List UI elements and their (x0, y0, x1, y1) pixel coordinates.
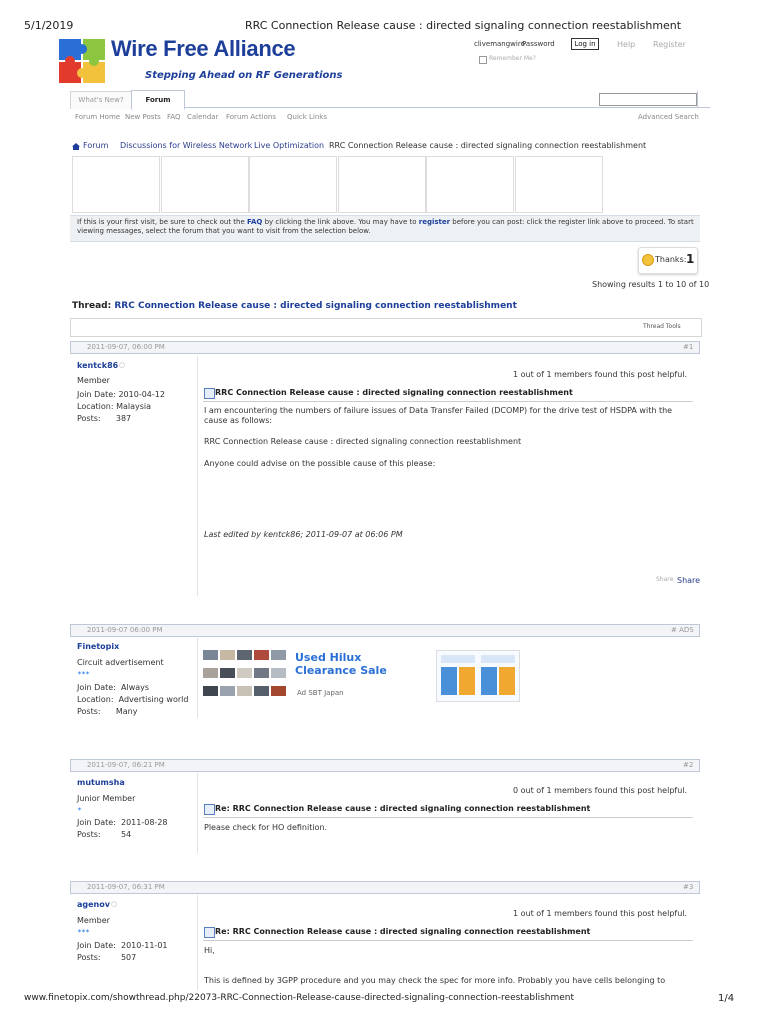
post-date: 2011-09-07, 06:21 PM (87, 761, 165, 769)
post-body: Anyone could advise on the possible cause of this please: (204, 459, 436, 468)
user-info (77, 682, 188, 718)
breadcrumb-forum[interactable]: Forum (83, 141, 109, 150)
breadcrumb-current: RRC Connection Release cause : directed signaling connection reestablishment (329, 141, 647, 150)
notice-part: If this is your first visit, be sure to check out the (77, 218, 247, 226)
thread-prefix: Thread: (72, 301, 112, 311)
help-link[interactable]: Help (617, 40, 636, 49)
post-username[interactable]: mutumsha (77, 778, 125, 787)
ad-chart-image[interactable] (436, 650, 520, 702)
reputation-stars-icon: ✶✶✶ (77, 928, 90, 935)
ad-slot[interactable] (72, 156, 160, 213)
ad-slot[interactable] (426, 156, 514, 213)
search-button[interactable] (697, 91, 711, 107)
search-input[interactable] (599, 93, 697, 106)
user-info (77, 940, 168, 964)
post-icon (204, 804, 215, 815)
print-url: www.finetopix.com/showthread.php/22073-RRC-Connection-Release-cause-directed-signaling-connection-reestablishment (24, 993, 574, 1003)
post-header (70, 624, 700, 637)
post-title-rule (203, 817, 693, 818)
thanks-label: Thanks: (655, 255, 687, 264)
post-divider (197, 638, 198, 718)
post-body: Please check for HO definition. (204, 823, 328, 832)
posts-value: 54 (120, 830, 132, 839)
ad-car-thumbnails[interactable] (203, 650, 290, 698)
thanks-count: 1 (686, 252, 695, 266)
ad-slot[interactable] (161, 156, 249, 213)
user-title: Member (77, 916, 110, 925)
post-body: RRC Connection Release cause : directed signaling connection reestablishment (204, 437, 522, 446)
post-divider (197, 773, 198, 853)
location-value: Advertising world (118, 695, 189, 704)
thread-title (72, 301, 517, 311)
reputation-stars-icon: ✶✶✶ (77, 670, 90, 677)
thanks-smiley-icon (642, 254, 654, 266)
thread-title-link[interactable]: RRC Connection Release cause : directed signaling connection reestablishment (114, 301, 517, 311)
posts-value: 387 (115, 414, 132, 423)
username-field[interactable]: clivemangwiro (474, 40, 525, 48)
join-date-label: Join Date: (77, 390, 116, 399)
faq-link[interactable]: FAQ (247, 218, 263, 226)
join-date-label: Join Date: (77, 941, 116, 950)
post-date: 2011-09-07 06:00 PM (87, 626, 163, 634)
posts-value: Many (115, 707, 138, 716)
puzzle-logo-icon[interactable] (57, 37, 107, 85)
remember-me-checkbox[interactable] (479, 56, 487, 64)
password-field[interactable]: Password (522, 40, 555, 48)
posts-label: Posts: (77, 953, 101, 962)
results-count: Showing results 1 to 10 of 10 (592, 280, 710, 289)
print-date: 5/1/2019 (24, 19, 74, 32)
post-date: 2011-09-07, 06:00 PM (87, 343, 165, 351)
notice-text (77, 218, 697, 236)
helpful-count: 0 out of 1 members found this post helpful. (513, 786, 688, 795)
helpful-count: 1 out of 1 members found this post helpful. (513, 370, 688, 379)
user-title: Junior Member (77, 794, 136, 803)
post-title-rule (203, 940, 693, 941)
offline-status-icon: ○ (119, 361, 126, 369)
user-info (77, 817, 168, 841)
reputation-stars-icon: ✶ (77, 806, 82, 813)
posts-label: Posts: (77, 707, 101, 716)
site-title[interactable]: Wire Free Alliance (111, 36, 296, 61)
join-date-value: 2010-04-12 (118, 390, 165, 399)
post-username[interactable]: Finetopix (77, 642, 120, 651)
post-number[interactable]: #3 (683, 883, 694, 891)
notice-part: before you can post: click the register link above to proceed. To start viewing messages, select the forum that you want to visit from the selection below. (77, 218, 694, 235)
subnav-forum-actions[interactable]: Forum Actions (226, 113, 276, 121)
subnav-forum-home[interactable]: Forum Home (75, 113, 121, 121)
tab-forum[interactable]: Forum (131, 90, 185, 110)
post-date: 2011-09-07, 06:31 PM (87, 883, 165, 891)
post-title: RRC Connection Release cause : directed signaling connection reestablishment (215, 388, 573, 397)
post-username[interactable]: kentck86 (77, 361, 119, 370)
notice-part: by clicking the link above. You may have to (262, 218, 419, 226)
subnav-quick-links[interactable]: Quick Links (287, 113, 328, 121)
post-number: # ADS (671, 626, 694, 634)
post-body: Hi, (204, 946, 215, 955)
location-value: Malaysia (116, 402, 152, 411)
login-button[interactable]: Log in (571, 38, 599, 50)
location-label: Location: (77, 695, 114, 704)
ad-headline-link[interactable]: Used Hilux Clearance Sale (295, 651, 387, 677)
post-number[interactable]: #2 (683, 761, 694, 769)
post-title-rule (203, 401, 693, 402)
posts-label: Posts: (77, 830, 101, 839)
post-number[interactable]: #1 (683, 343, 694, 351)
home-icon[interactable] (72, 143, 80, 150)
post-body: This is defined by 3GPP procedure and you may check the spec for more info. Probably you have cells belonging to (204, 976, 666, 985)
posts-label: Posts: (77, 414, 101, 423)
share-link[interactable]: Share (677, 576, 701, 585)
remember-me-label: Remember Me? (489, 55, 536, 62)
thread-tools-menu[interactable]: Thread Tools (643, 323, 681, 330)
join-date-value: Always (121, 683, 150, 692)
join-date-label: Join Date: (77, 818, 116, 827)
subnav-calendar[interactable]: Calendar (187, 113, 219, 121)
ad-slot[interactable] (338, 156, 426, 213)
helpful-count: 1 out of 1 members found this post helpful. (513, 909, 688, 918)
user-info (77, 389, 165, 425)
user-title: Member (77, 376, 110, 385)
tab-whats-new[interactable]: What's New? (70, 91, 132, 109)
ad-slot[interactable] (249, 156, 337, 213)
join-date-label: Join Date: (77, 683, 116, 692)
advanced-search-link[interactable]: Advanced Search (638, 113, 699, 121)
ad-slot[interactable] (515, 156, 603, 213)
posts-value: 507 (120, 953, 137, 962)
location-label: Location: (77, 402, 114, 411)
thread-tools-bar (70, 318, 702, 337)
post-title: Re: RRC Connection Release cause : directed signaling connection reestablishment (215, 804, 591, 813)
post-title: Re: RRC Connection Release cause : directed signaling connection reestablishment (215, 927, 591, 936)
subnav-faq[interactable]: FAQ (167, 113, 181, 121)
post-body: I am encountering the numbers of failure issues of Data Transfer Failed (DCOMP) for the drive test of HSDPA with the cause as follows: (204, 406, 673, 425)
breadcrumb-discussions[interactable]: Discussions for Wireless Network (120, 141, 253, 150)
join-date-value: 2010-11-01 (121, 941, 168, 950)
offline-status-icon: ○ (111, 900, 118, 908)
notice-register-link[interactable]: register (418, 218, 451, 226)
post-icon (204, 388, 215, 399)
register-link[interactable]: Register (653, 40, 686, 49)
post-edited-note: Last edited by kentck86; 2011-09-07 at 06:06 PM (204, 530, 403, 539)
join-date-value: 2011-08-28 (121, 818, 168, 827)
subnav-new-posts[interactable]: New Posts (125, 113, 161, 121)
print-page-number: 1/4 (718, 993, 735, 1004)
breadcrumb-live-optimization[interactable]: Live Optimization (254, 141, 325, 150)
print-title: RRC Connection Release cause : directed signaling connection reestablishment (245, 19, 682, 32)
ad-source: Ad SBT Japan (297, 689, 344, 697)
site-tagline: Stepping Ahead on RF Generations (145, 70, 343, 81)
share-label: Share (656, 576, 674, 583)
user-title: Circuit advertisement (77, 658, 164, 667)
post-divider (197, 895, 198, 990)
post-username[interactable]: agenov (77, 900, 110, 909)
post-divider (197, 356, 198, 596)
post-icon (204, 927, 215, 938)
